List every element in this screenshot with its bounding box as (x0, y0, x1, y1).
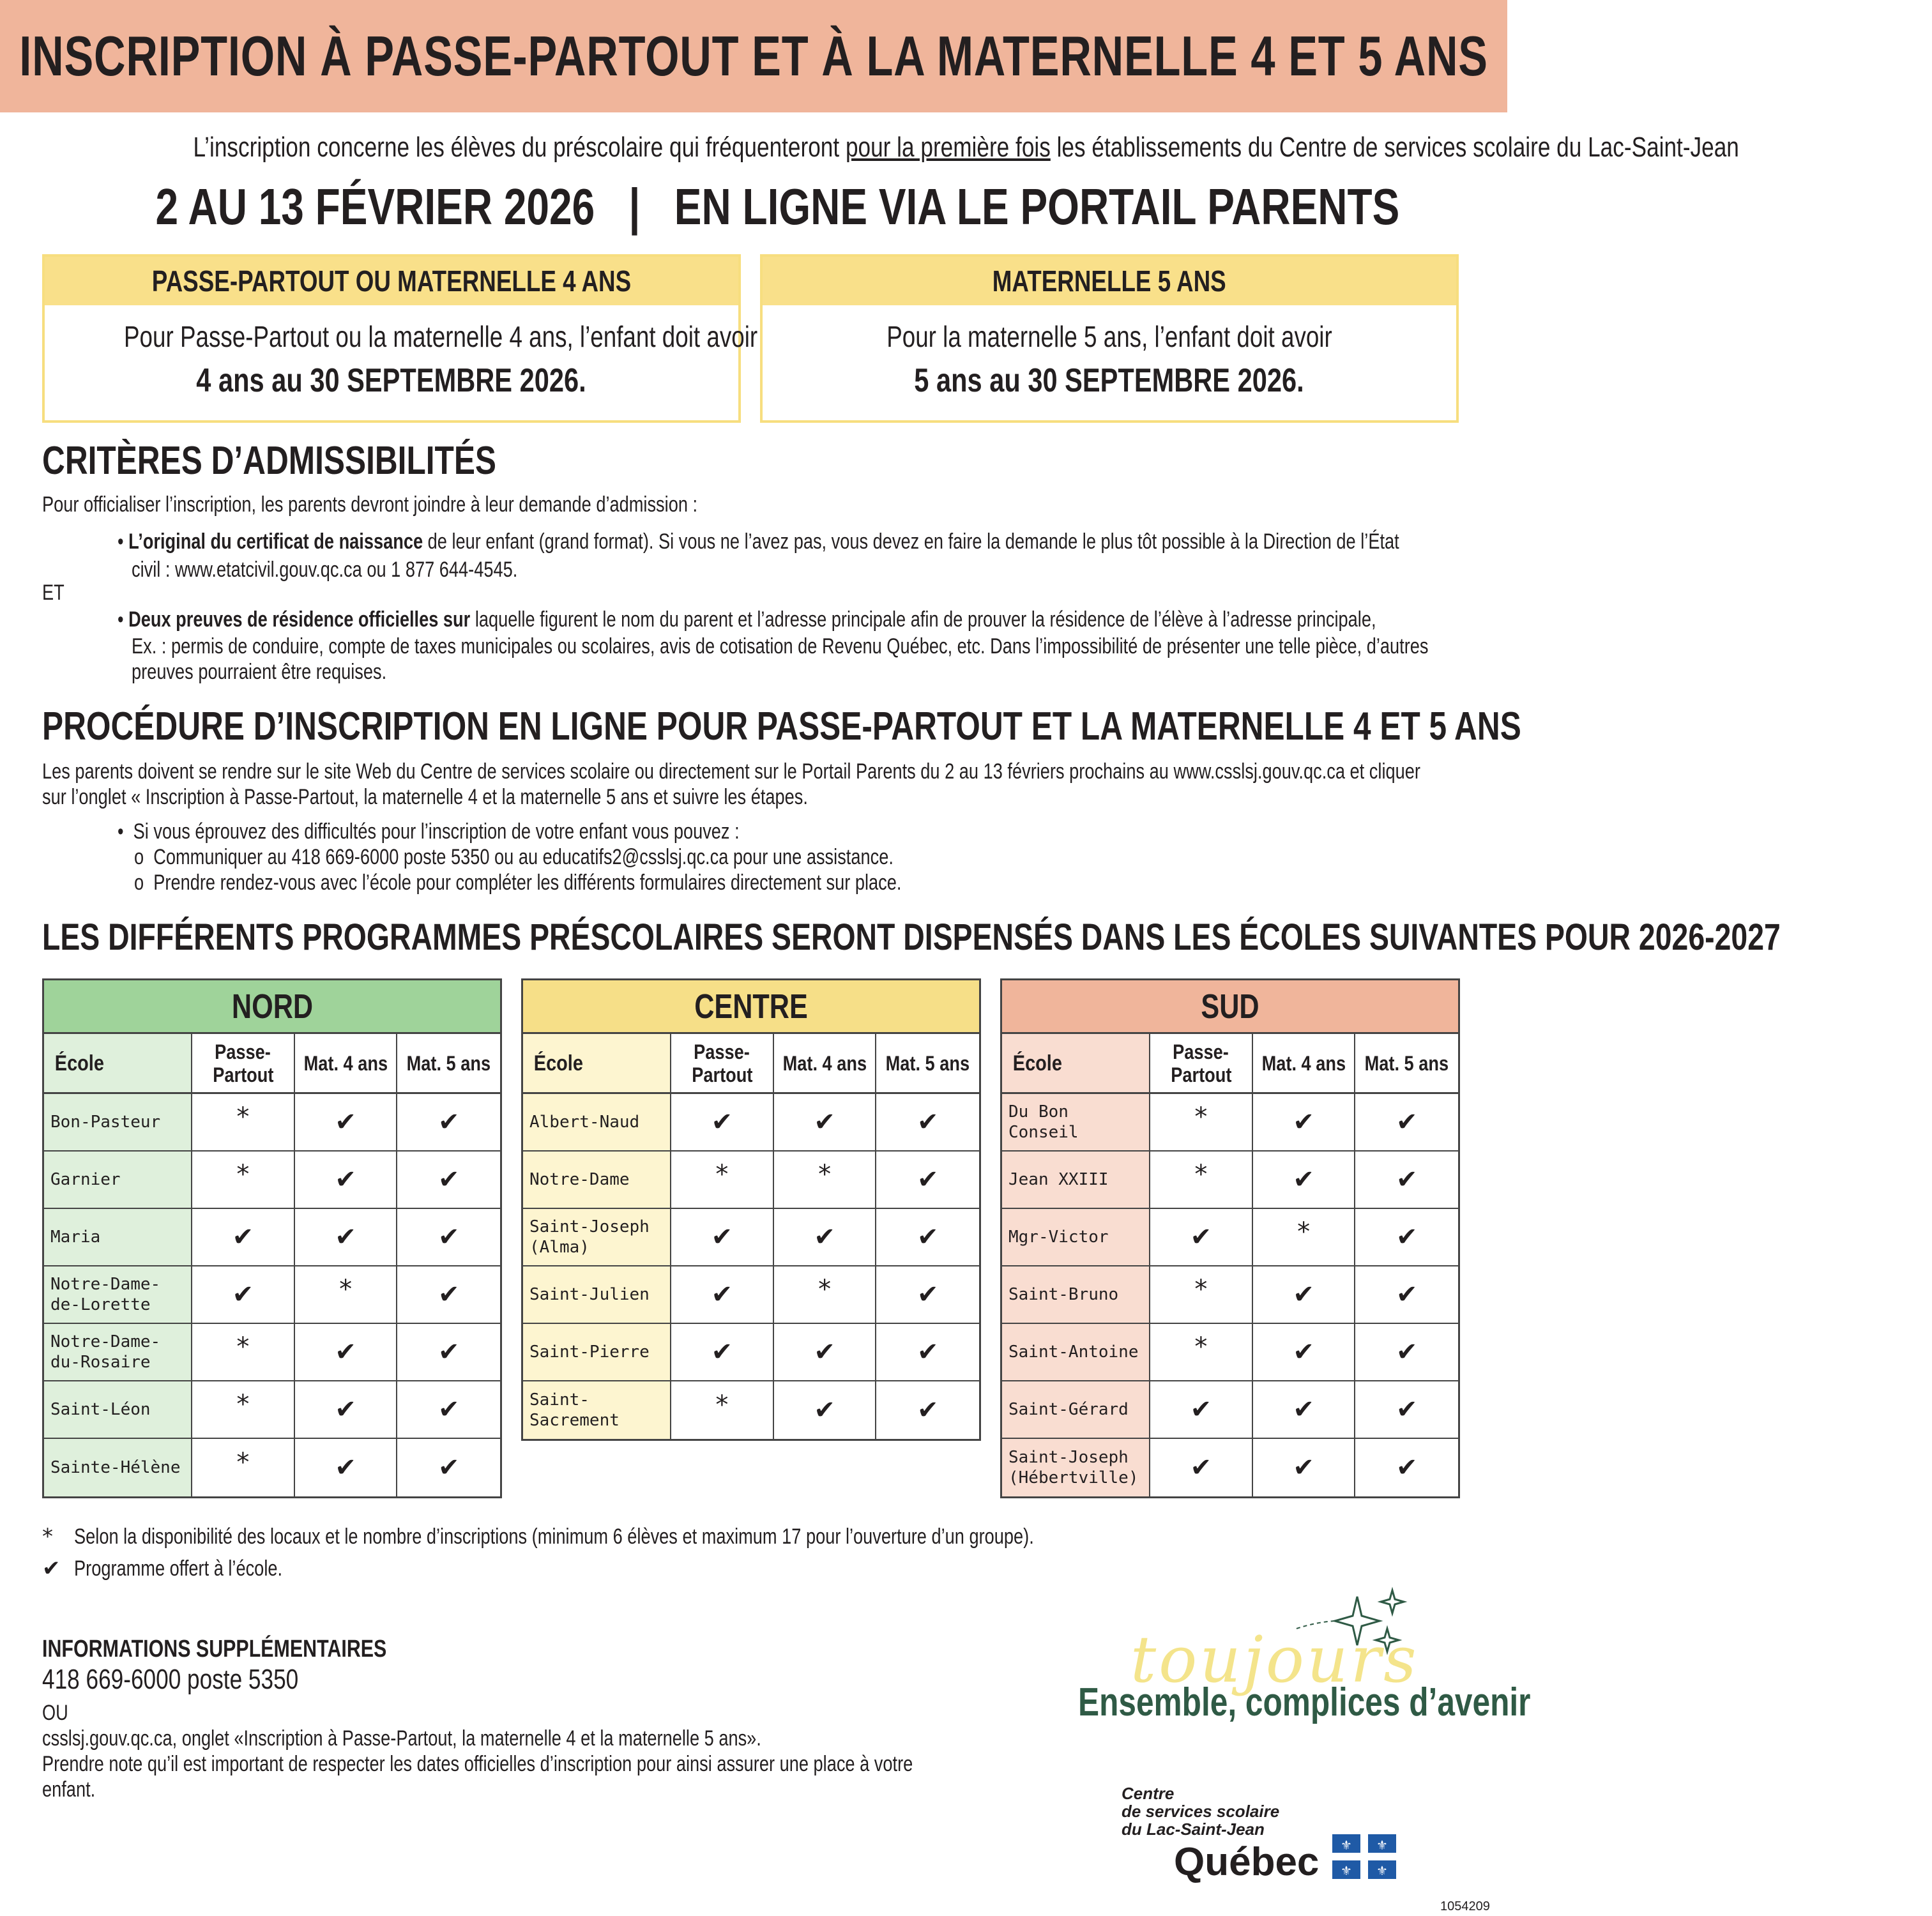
column-header-label: École (1012, 1051, 1062, 1076)
org-line1: Centre (1122, 1784, 1175, 1803)
table-nord (42, 978, 502, 1498)
table-centre (521, 978, 981, 1441)
table-row (523, 1324, 979, 1381)
region-name: SUD (1201, 987, 1259, 1026)
table-row (523, 1152, 979, 1209)
program-cell (1253, 1381, 1356, 1438)
table-row (44, 1324, 500, 1381)
program-cell (671, 1152, 774, 1208)
school-name-text: Notre-Dame (529, 1170, 630, 1189)
column-header-label: École (54, 1051, 104, 1076)
criteria-item-2-bold: Deux preuves de résidence officielles sur (128, 607, 471, 632)
quebec-flag-icon (1332, 1834, 1396, 1879)
school-name (523, 1094, 671, 1150)
checkmark-icon: ✔ (437, 1107, 460, 1137)
age-box-line2: 5 ans au 30 SEPTEMBRE 2026. (914, 362, 1305, 399)
region-heading (44, 980, 500, 1034)
criteria-item-1: • L’original du certificat de naissance de leur enfant (grand format). Si vous ne l’avez pas, vous devez en faire la demande le plus tôt possible à la Direction de l’État (118, 529, 1399, 554)
region-name: CENTRE (694, 987, 808, 1026)
procedure-sub2-text: Prendre rendez-vous avec l’école pour compléter les différents formulaires directement sur place. (153, 871, 902, 895)
criteria-item-1-rest: de leur enfant (grand format). Si vous ne l’avez pas, vous devez en faire la demande le plus tôt possible à la Direction de l’État (423, 529, 1399, 554)
program-cell (671, 1209, 774, 1265)
table-row (1002, 1094, 1458, 1152)
table-row (1002, 1152, 1458, 1209)
school-name-text: Notre-Dame-du-Rosaire (50, 1332, 161, 1372)
school-name (523, 1266, 671, 1323)
table-row (44, 1094, 500, 1152)
program-cell (671, 1266, 774, 1323)
table-sud (1000, 978, 1460, 1498)
checkmark-icon: ✔ (711, 1107, 733, 1137)
checkmark-icon: ✔ (711, 1222, 733, 1252)
program-cell (397, 1209, 500, 1265)
program-cell (876, 1094, 979, 1150)
program-cell (876, 1381, 979, 1439)
school-name-text: Bon-Pasteur (50, 1113, 161, 1132)
reference-number: 1054209 (1440, 1899, 1490, 1913)
criteria-item-1-line2: civil : www.etatcivil.gouv.qc.ca ou 1 877 644-4545. (132, 558, 518, 582)
school-name-text: Saint-Gérard (1008, 1400, 1129, 1419)
program-cell (1355, 1381, 1458, 1438)
school-name (1002, 1381, 1150, 1438)
intro-before: L’inscription concerne les élèves du préscolaire qui fréquenteront (193, 132, 846, 163)
registration-dates (0, 178, 1507, 236)
checkmark-icon: ✔ (1293, 1337, 1314, 1367)
program-cell (397, 1381, 500, 1438)
column-header-label: Mat. 5 ans (885, 1051, 970, 1075)
table-row (523, 1266, 979, 1324)
column-header-label: École (533, 1051, 583, 1076)
table-row (1002, 1209, 1458, 1266)
program-cell (876, 1324, 979, 1380)
checkmark-icon: ✔ (814, 1222, 835, 1252)
checkmark-icon: ✔ (1396, 1395, 1418, 1424)
table-header-row (1002, 1034, 1458, 1094)
asterisk-icon: * (236, 1390, 250, 1419)
criteria-heading: CRITÈRES D’ADMISSIBILITÉS (42, 439, 496, 483)
school-name (1002, 1152, 1150, 1208)
checkmark-icon: ✔ (1293, 1453, 1314, 1482)
info-line3: enfant. (42, 1777, 96, 1802)
checkmark-icon: ✔ (437, 1337, 460, 1367)
procedure-line2: sur l’onglet « Inscription à Passe-Partout, la maternelle 4 et la maternelle 5 ans et suivre les étapes. (42, 785, 808, 809)
column-header-label: Passe-Partout (1171, 1040, 1232, 1086)
procedure-heading: PROCÉDURE D’INSCRIPTION EN LIGNE POUR PASSE-PARTOUT ET LA MATERNELLE 4 ET 5 ANS (42, 704, 1521, 749)
column-header-label: Mat. 4 ans (782, 1051, 867, 1075)
checkmark-icon: ✔ (1293, 1395, 1314, 1424)
info-or: OU (42, 1701, 68, 1725)
asterisk-icon: * (1194, 1102, 1208, 1132)
program-cell (876, 1152, 979, 1208)
procedure-sub1: o Communiquer au 418 669-6000 poste 5350 ou au educatifs2@csslsj.qc.ca pour une assistance. (134, 845, 894, 869)
asterisk-icon: * (236, 1332, 250, 1362)
info-line1: csslsj.gouv.qc.ca, onglet «Inscription à Passe-Partout, la maternelle 4 et la maternelle 5 ans». (42, 1726, 761, 1751)
school-name (1002, 1324, 1150, 1380)
legend-check-text: Programme offert à l’école. (74, 1556, 283, 1581)
checkmark-icon: ✔ (335, 1395, 356, 1424)
program-cell (671, 1381, 774, 1439)
program-cell (192, 1152, 295, 1208)
checkmark-icon: ✔ (437, 1395, 460, 1424)
program-cell (876, 1266, 979, 1323)
column-header (397, 1034, 500, 1092)
program-cell (1150, 1152, 1253, 1208)
org-line3: du Lac-Saint-Jean (1122, 1820, 1265, 1839)
org-line2: de services scolaire (1122, 1802, 1280, 1821)
program-cell (1355, 1152, 1458, 1208)
legend-star (42, 1524, 1274, 1549)
asterisk-icon: * (339, 1275, 353, 1304)
info-line2: Prendre note qu’il est important de respecter les dates officielles d’inscription pour ainsi assurer une place à votre (42, 1752, 913, 1776)
column-header (1355, 1034, 1458, 1092)
column-header (1150, 1034, 1253, 1092)
school-name (523, 1209, 671, 1265)
program-cell (1150, 1266, 1253, 1323)
age-box-line1: Pour la maternelle 5 ans, l’enfant doit avoir (886, 320, 1332, 353)
checkmark-icon: ✔ (1396, 1165, 1418, 1194)
asterisk-icon: * (1194, 1332, 1208, 1362)
checkmark-icon: ✔ (814, 1337, 835, 1367)
procedure-bullet: • Si vous éprouvez des difficultés pour l’inscription de votre enfant vous pouvez : (118, 819, 740, 844)
table-row (1002, 1324, 1458, 1381)
program-cell (774, 1266, 877, 1323)
checkmark-icon: ✔ (814, 1395, 835, 1425)
title-banner (0, 0, 1507, 112)
checkmark-icon: ✔ (1293, 1280, 1314, 1309)
school-name-text: Saint-Antoine (1008, 1342, 1139, 1362)
age-box-pp-m4 (42, 254, 758, 423)
program-cell (1150, 1439, 1253, 1496)
checkmark-icon: ✔ (917, 1395, 939, 1425)
procedure-line1: Les parents doivent se rendre sur le site Web du Centre de services scolaire ou directement sur le Portail Parents du 2 au 13 févriers prochains au www.csslsj.gouv.qc.ca et cliquer (42, 759, 1420, 784)
column-header (671, 1034, 774, 1092)
criteria-et: ET (42, 581, 65, 605)
program-cell (1355, 1439, 1458, 1496)
checkmark-icon: ✔ (232, 1222, 254, 1252)
svg-text:⚜: ⚜ (1376, 1837, 1388, 1853)
program-cell (397, 1266, 500, 1323)
school-name-text: Saint-Joseph (Hébertville) (1008, 1448, 1139, 1487)
criteria-intro: Pour officialiser l’inscription, les parents devront joindre à leur demande d’admission : (42, 492, 698, 517)
checkmark-icon: ✔ (917, 1337, 939, 1367)
intro-text (0, 132, 1739, 163)
school-name-text: Sainte-Hélène (50, 1458, 181, 1477)
asterisk-icon: * (818, 1275, 832, 1304)
asterisk-icon: * (42, 1524, 53, 1549)
table-row (44, 1266, 500, 1324)
age-box-line1: Pour Passe-Partout ou la maternelle 4 ans, l’enfant doit avoir (124, 320, 758, 353)
legend-check (42, 1556, 335, 1581)
school-name-text: Saint-Sacrement (529, 1390, 620, 1430)
table-header-row (44, 1034, 500, 1094)
table-row (44, 1209, 500, 1266)
program-cell (192, 1209, 295, 1265)
table-row (44, 1152, 500, 1209)
school-name (44, 1209, 192, 1265)
checkmark-icon: ✔ (1396, 1280, 1418, 1309)
age-box-line2: 4 ans au 30 SEPTEMBRE 2026. (196, 362, 587, 399)
program-cell (295, 1094, 398, 1150)
program-cell (295, 1209, 398, 1265)
checkmark-icon: ✔ (917, 1280, 939, 1309)
region-heading (523, 980, 979, 1034)
program-cell (192, 1266, 295, 1323)
table-row (44, 1381, 500, 1439)
checkmark-icon: ✔ (437, 1453, 460, 1482)
checkmark-icon: ✔ (232, 1280, 254, 1309)
procedure-bullet-text: Si vous éprouvez des difficultés pour l’inscription de votre enfant vous pouvez : (133, 819, 740, 844)
legend-star-text: Selon la disponibilité des locaux et le nombre d’inscriptions (minimum 6 élèves et maximum 17 pour l’ouverture d’un groupe). (74, 1524, 1034, 1549)
checkmark-icon: ✔ (437, 1280, 460, 1309)
program-cell (192, 1324, 295, 1380)
school-name (44, 1266, 192, 1323)
svg-text:⚜: ⚜ (1376, 1863, 1388, 1878)
school-name (44, 1152, 192, 1208)
program-cell (295, 1266, 398, 1323)
school-name (1002, 1439, 1150, 1496)
program-cell (1150, 1381, 1253, 1438)
program-cell (671, 1324, 774, 1380)
program-cell (876, 1209, 979, 1265)
program-cell (397, 1439, 500, 1496)
column-header (774, 1034, 877, 1092)
info-phone: 418 669-6000 poste 5350 (42, 1664, 299, 1695)
column-header (523, 1034, 671, 1092)
table-row (1002, 1266, 1458, 1324)
checkmark-icon: ✔ (1396, 1222, 1418, 1252)
checkmark-icon: ✔ (1293, 1107, 1314, 1137)
svg-text:⚜: ⚜ (1341, 1863, 1352, 1878)
column-header-label: Passe-Partout (213, 1040, 274, 1086)
registration-dates-text: 2 AU 13 FÉVRIER 2026 | EN LIGNE VIA LE PORTAIL PARENTS (155, 178, 1400, 235)
school-name (1002, 1209, 1150, 1265)
table-row (1002, 1381, 1458, 1439)
program-cell (1355, 1094, 1458, 1150)
org-name (1122, 1784, 1279, 1838)
program-cell (1253, 1152, 1356, 1208)
asterisk-icon: * (715, 1390, 729, 1420)
asterisk-icon: * (1194, 1275, 1208, 1304)
table-row (523, 1094, 979, 1152)
school-name-text: Maria (50, 1228, 101, 1247)
checkmark-icon: ✔ (1190, 1222, 1212, 1252)
asterisk-icon: * (236, 1102, 250, 1132)
school-name-text: Notre-Dame-de-Lorette (50, 1275, 161, 1314)
criteria-item-2-rest: laquelle figurent le nom du parent et l’adresse principale afin de prouver la résidence de l’élève à l’adresse principale, (470, 607, 1376, 632)
table-header-row (523, 1034, 979, 1094)
school-name-text: Mgr-Victor (1008, 1228, 1109, 1247)
program-cell (295, 1152, 398, 1208)
program-cell (1355, 1266, 1458, 1323)
checkmark-icon: ✔ (1190, 1453, 1212, 1482)
school-name (44, 1094, 192, 1150)
checkmark-icon: ✔ (1396, 1107, 1418, 1137)
column-header (44, 1034, 192, 1092)
criteria-item-1-bold: L’original du certificat de naissance (128, 529, 423, 554)
asterisk-icon: * (818, 1160, 832, 1189)
criteria-item-2-line2: Ex. : permis de conduire, compte de taxes municipales ou scolaires, avis de cotisation de Revenu Québec, etc. Dans l’impossibilité de présenter une telle pièce, d’autres (132, 634, 1429, 658)
checkmark-icon: ✔ (917, 1107, 939, 1137)
checkmark-icon: ✔ (335, 1453, 356, 1482)
school-name (523, 1152, 671, 1208)
school-name-text: Albert-Naud (529, 1113, 640, 1132)
program-cell (397, 1152, 500, 1208)
checkmark-icon: ✔ (1293, 1165, 1314, 1194)
program-cell (295, 1381, 398, 1438)
school-name (44, 1381, 192, 1438)
school-name-text: Saint-Joseph (Alma) (529, 1217, 650, 1257)
region-heading (1002, 980, 1458, 1034)
school-name (1002, 1266, 1150, 1323)
program-cell (397, 1324, 500, 1380)
checkmark-icon: ✔ (711, 1280, 733, 1309)
school-name (523, 1324, 671, 1380)
criteria-item-2-line3: preuves pourraient être requises. (132, 660, 387, 684)
program-cell (1253, 1324, 1356, 1380)
column-header (295, 1034, 398, 1092)
program-cell (774, 1324, 877, 1380)
age-box-m5 (760, 254, 1459, 423)
schools-heading: LES DIFFÉRENTS PROGRAMMES PRÉSCOLAIRES SERONT DISPENSÉS DANS LES ÉCOLES SUIVANTES POUR 2026-2027 (42, 916, 1781, 958)
checkmark-icon: ✔ (335, 1222, 356, 1252)
program-cell (1150, 1324, 1253, 1380)
checkmark-icon: ✔ (335, 1107, 356, 1137)
program-cell (671, 1094, 774, 1150)
slogan: Ensemble, complices d’avenir (1078, 1680, 1531, 1724)
procedure-sub2: o Prendre rendez-vous avec l’école pour compléter les différents formulaires directement sur place. (134, 871, 902, 895)
checkmark-icon: ✔ (437, 1222, 460, 1252)
school-name (523, 1381, 671, 1439)
info-heading: INFORMATIONS SUPPLÉMENTAIRES (42, 1636, 387, 1662)
asterisk-icon: * (1194, 1160, 1208, 1189)
column-header-label: Mat. 5 ans (1364, 1051, 1449, 1075)
age-box-heading: MATERNELLE 5 ANS (993, 264, 1226, 298)
school-name-text: Garnier (50, 1170, 121, 1189)
program-cell (1253, 1439, 1356, 1496)
checkmark-icon: ✔ (437, 1165, 460, 1194)
checkmark-icon: ✔ (335, 1337, 356, 1367)
program-cell (1253, 1094, 1356, 1150)
checkmark-icon: ✔ (814, 1107, 835, 1137)
column-header (1253, 1034, 1356, 1092)
column-header (192, 1034, 295, 1092)
program-cell (774, 1209, 877, 1265)
table-row (523, 1209, 979, 1266)
criteria-item-2: • Deux preuves de résidence officielles sur laquelle figurent le nom du parent et l’adresse principale afin de prouver la résidence de l’élève à l’adresse principale, (118, 607, 1376, 632)
school-name (44, 1324, 192, 1380)
school-name-text: Saint-Bruno (1008, 1285, 1119, 1304)
column-header-label: Mat. 5 ans (406, 1051, 491, 1075)
school-name-text: Jean XXIII (1008, 1170, 1109, 1189)
page-title: INSCRIPTION À PASSE-PARTOUT ET À LA MATERNELLE 4 ET 5 ANS (19, 24, 1488, 87)
school-name-text: Saint-Pierre (529, 1342, 650, 1362)
school-name-text: Du Bon Conseil (1008, 1102, 1079, 1142)
age-box-heading: PASSE-PARTOUT OU MATERNELLE 4 ANS (151, 264, 632, 298)
checkmark-icon: ✔ (335, 1165, 356, 1194)
checkmark-icon: ✔ (1396, 1337, 1418, 1367)
checkmark-icon: ✔ (917, 1165, 939, 1194)
program-cell (1150, 1094, 1253, 1150)
intro-after: les établissements du Centre de services scolaire du Lac-Saint-Jean (1050, 132, 1739, 163)
column-header-label: Mat. 4 ans (1261, 1051, 1346, 1075)
program-cell (192, 1439, 295, 1496)
program-cell (295, 1439, 398, 1496)
asterisk-icon: * (1297, 1217, 1311, 1247)
column-header (1002, 1034, 1150, 1092)
school-name (44, 1439, 192, 1496)
script-word: toujours (1130, 1622, 1419, 1697)
program-cell (192, 1094, 295, 1150)
program-cell (774, 1381, 877, 1439)
program-cell (192, 1381, 295, 1438)
column-header-label: Passe-Partout (692, 1040, 753, 1086)
school-name (1002, 1094, 1150, 1150)
program-cell (1253, 1266, 1356, 1323)
asterisk-icon: * (236, 1448, 250, 1477)
table-row (523, 1381, 979, 1439)
program-cell (397, 1094, 500, 1150)
school-name-text: Saint-Julien (529, 1285, 650, 1304)
column-header (876, 1034, 979, 1092)
checkmark-icon: ✔ (917, 1222, 939, 1252)
checkmark-icon: ✔ (42, 1556, 61, 1581)
program-cell (1355, 1324, 1458, 1380)
asterisk-icon: * (236, 1160, 250, 1189)
table-row (44, 1439, 500, 1496)
intro-underlined: pour la première fois (845, 132, 1051, 163)
checkmark-icon: ✔ (711, 1337, 733, 1367)
program-cell (1355, 1209, 1458, 1265)
table-row (1002, 1439, 1458, 1496)
program-cell (1150, 1209, 1253, 1265)
program-cell (295, 1324, 398, 1380)
region-name: NORD (231, 987, 313, 1026)
program-cell (774, 1094, 877, 1150)
program-cell (774, 1152, 877, 1208)
column-header-label: Mat. 4 ans (303, 1051, 388, 1075)
checkmark-icon: ✔ (1396, 1453, 1418, 1482)
procedure-sub1-text: Communiquer au 418 669-6000 poste 5350 ou au educatifs2@csslsj.qc.ca pour une assistance. (153, 845, 894, 869)
program-cell (1253, 1209, 1356, 1265)
quebec-wordmark: Québec (1174, 1840, 1320, 1884)
checkmark-icon: ✔ (1190, 1395, 1212, 1424)
school-name-text: Saint-Léon (50, 1400, 151, 1419)
asterisk-icon: * (715, 1160, 729, 1189)
svg-text:⚜: ⚜ (1341, 1837, 1352, 1853)
